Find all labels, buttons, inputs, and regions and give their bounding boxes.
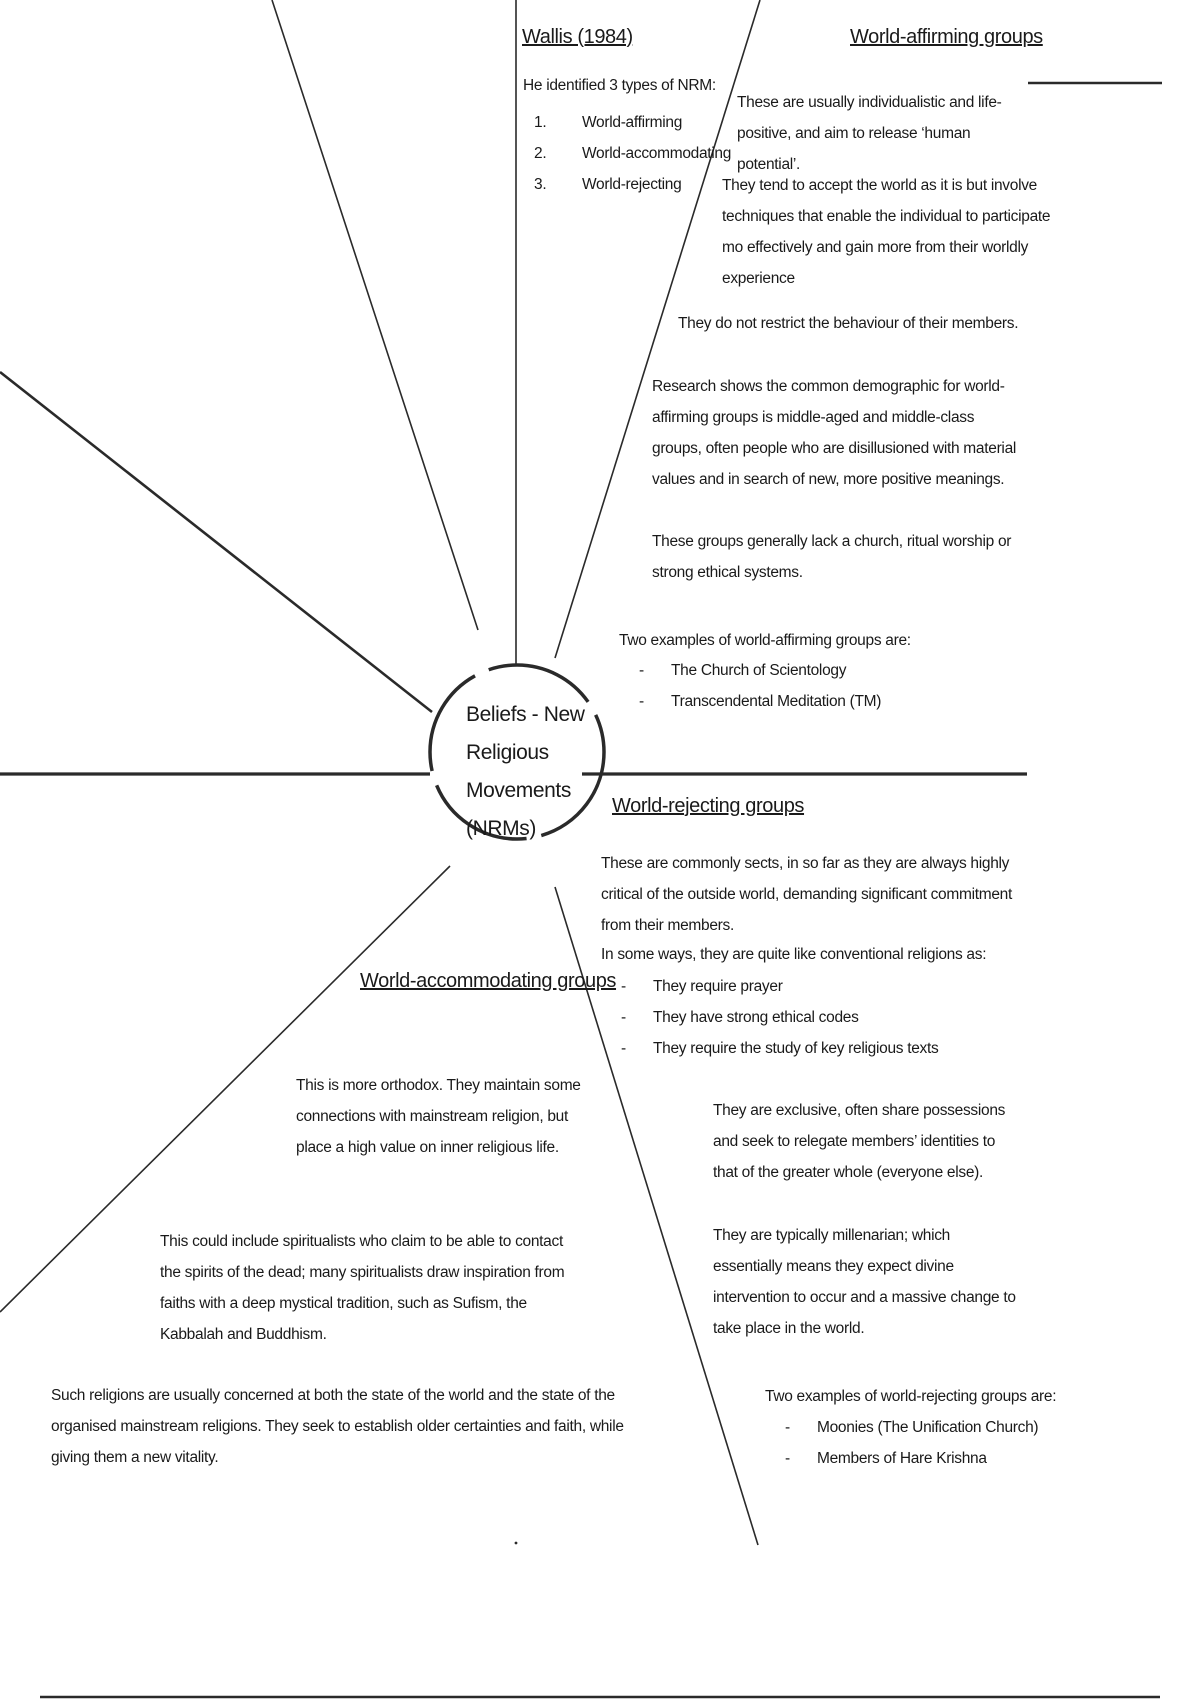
world-affirming-examples-intro: Two examples of world-affirming groups are: (619, 632, 911, 649)
wallis-type-item: 1. World-affirming (534, 114, 683, 131)
world-rejecting-p4: They are typically millenarian; which essentially means they expect divine intervention to occur and a massive change to take place in the world. (713, 1227, 1016, 1337)
world-rejecting-title: World-rejecting groups (612, 795, 805, 817)
spoke-upper-left (0, 372, 432, 712)
world-rejecting-example-item: - Members of Hare Krishna (785, 1450, 987, 1467)
world-accommodating-p3: Such religions are usually concerned at both the state of the world and the state of the organised mainstream religions. They seek to establish older certainties and faith, while giving them a new vitality. (51, 1387, 624, 1466)
wallis-types-list (534, 107, 734, 200)
world-rejecting-example-item: - Moonies (The Unification Church) (785, 1419, 1039, 1436)
world-affirming-p1: These are usually individualistic and life-positive, and aim to release ‘human potential’. (737, 94, 1002, 173)
world-rejecting-bullet-item: - They have strong ethical codes (621, 1009, 859, 1026)
world-accommodating-p1: This is more orthodox. They maintain some connections with mainstream religion, but place a high value on inner religious life. (296, 1077, 581, 1156)
wallis-type-item: 2. World-accommodating (534, 145, 732, 162)
world-rejecting-p2: In some ways, they are quite like conventional religions as: (601, 946, 987, 963)
world-rejecting-p1: These are commonly sects, in so far as they are always highly critical of the outside world, demanding significant commitment from their members. (601, 855, 1012, 934)
world-affirming-example-item: - Transcendental Meditation (TM) (639, 693, 882, 710)
world-rejecting-bullet-item: - They require the study of key religious texts (621, 1040, 939, 1057)
world-rejecting-p3: They are exclusive, often share possessions and seek to relegate members’ identities to that of the greater whole (everyone else). (713, 1102, 1006, 1181)
world-affirming-p5: These groups generally lack a church, ritual worship or strong ethical systems. (652, 533, 1012, 581)
stray-dot (515, 1542, 518, 1545)
world-affirming-example-item: - The Church of Scientology (639, 662, 847, 679)
world-accommodating-title: World-accommodating groups (360, 970, 617, 992)
world-rejecting-bullets (601, 971, 981, 1064)
world-affirming-p2: They tend to accept the world as it is but involve techniques that enable the individual to participate mo effectively and gain more from their worldly experience (722, 177, 1051, 287)
world-affirming-p3: They do not restrict the behaviour of their members. (678, 315, 1019, 332)
world-rejecting-bullet-item: - They require prayer (621, 978, 783, 995)
wallis-title: Wallis (1984) (522, 26, 633, 48)
world-affirming-p4: Research shows the common demographic for world-affirming groups is middle-aged and middle-class groups, often people who are disillusioned with material values and in search of new, more positive meanings. (652, 378, 1017, 488)
world-rejecting-examples-intro: Two examples of world-rejecting groups are: (765, 1388, 1057, 1405)
spoke-top-left (272, 0, 478, 630)
wallis-type-item: 3. World-rejecting (534, 176, 682, 193)
wallis-intro: He identified 3 types of NRM: (523, 77, 716, 94)
world-affirming-title: World-affirming groups (850, 26, 1043, 48)
world-accommodating-p2: This could include spiritualists who claim to be able to contact the spirits of the dead; many spiritualists draw inspiration from faiths with a deep mystical tradition, such as Sufism, the Kabbalah and Buddhism. (160, 1233, 565, 1343)
world-affirming-p2-clip (722, 170, 1051, 287)
world-rejecting-examples-list (765, 1412, 1065, 1474)
world-affirming-examples-list (619, 655, 919, 717)
central-topic-label: Beliefs - New Religious Movements (NRMs) (466, 703, 585, 840)
